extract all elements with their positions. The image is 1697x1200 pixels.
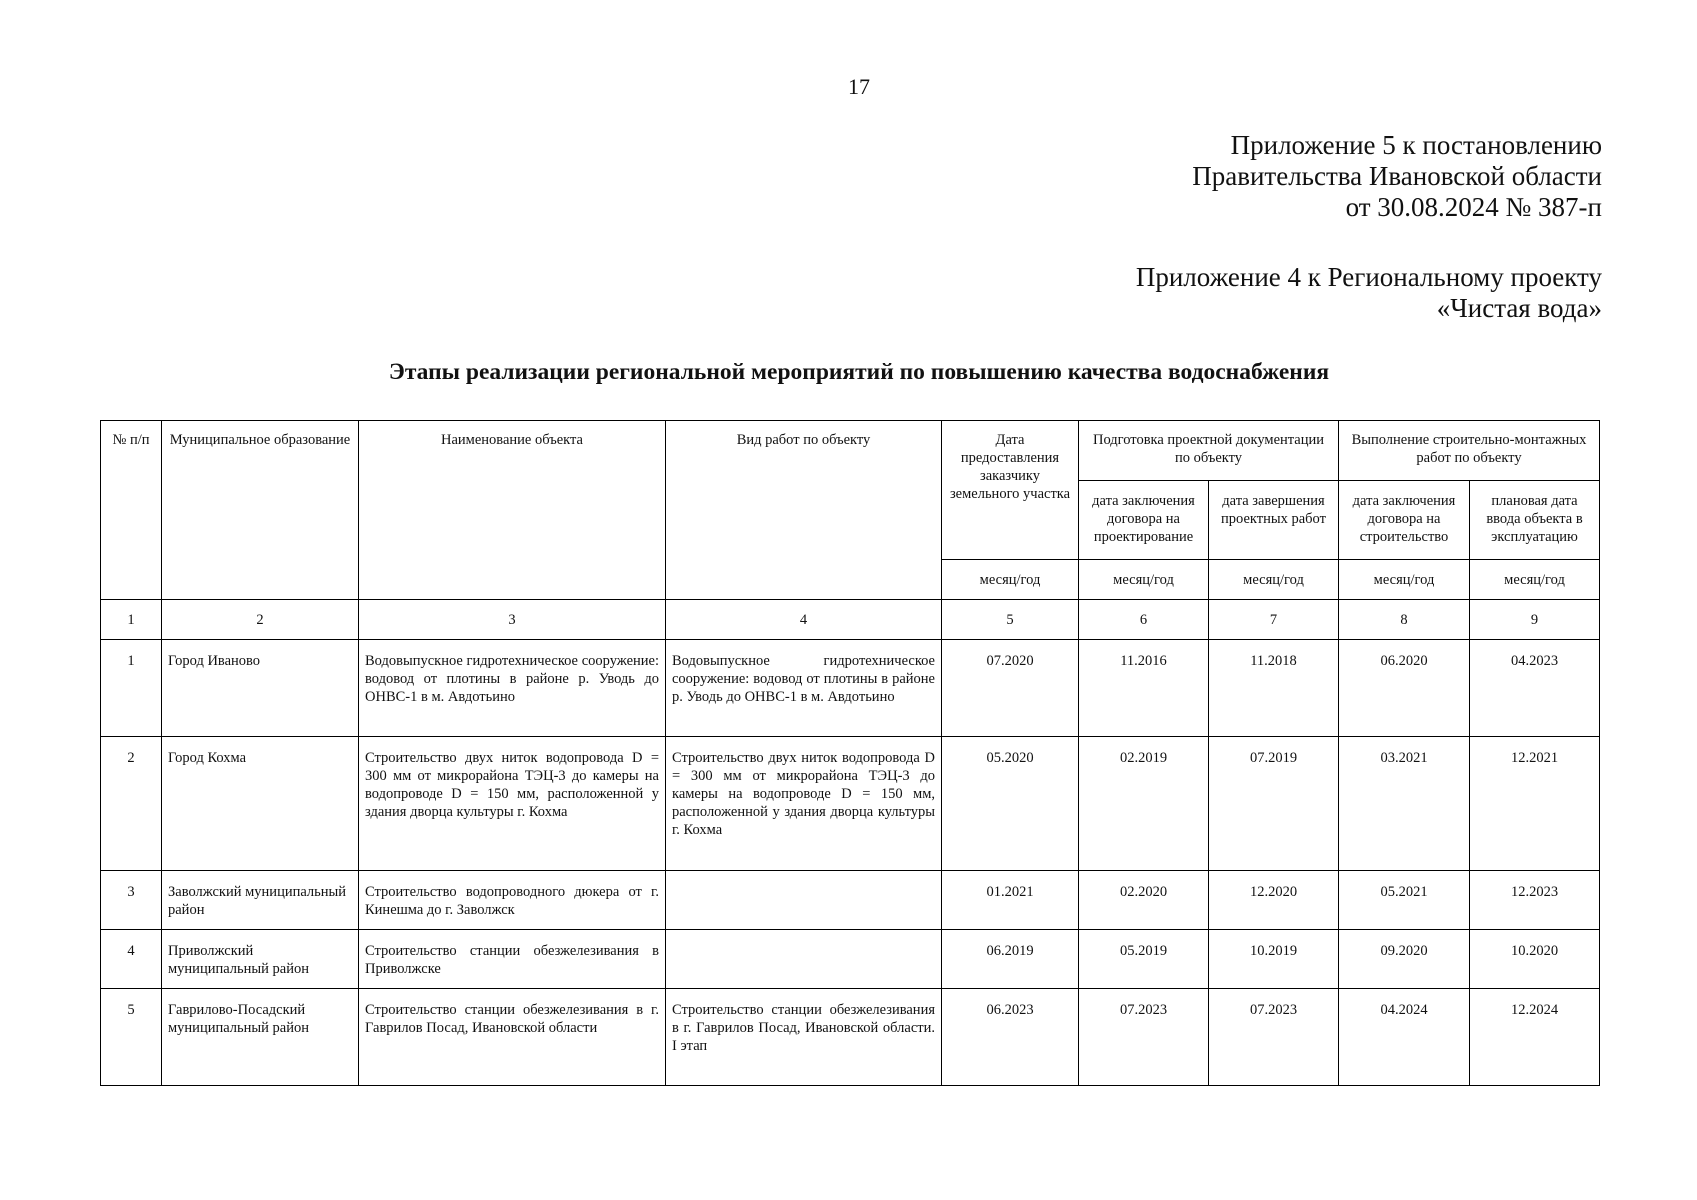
table-row [101, 737, 1600, 871]
row-num: 4 [101, 930, 162, 989]
stages-table [100, 420, 1600, 1086]
column-number: 4 [666, 600, 942, 640]
row-design-contract: 05.2019 [1079, 930, 1209, 989]
appendix-line: Приложение 4 к Региональному проекту [1135, 262, 1602, 292]
row-design-finish: 12.2020 [1209, 871, 1339, 930]
row-municipality: Город Кохма [162, 737, 359, 871]
row-num: 3 [101, 871, 162, 930]
column-number-row [101, 600, 1600, 640]
table-row [101, 871, 1600, 930]
row-design-contract: 07.2023 [1079, 989, 1209, 1086]
row-work-type: Строительство двух ниток водопровода D = 300 мм от микрорайона ТЭЦ-3 до камеры на водопроводе D = 150 мм, расположенной у здания дворца культуры г. Кохма [666, 737, 942, 871]
header-design-group: Подготовка проектной документации по объекту [1079, 421, 1339, 481]
row-construction-contract: 04.2024 [1339, 989, 1470, 1086]
row-design-contract: 02.2019 [1079, 737, 1209, 871]
column-number: 2 [162, 600, 359, 640]
row-work-type [666, 930, 942, 989]
row-object: Строительство станции обезжелезивания в г. Гаврилов Посад, Ивановской области [359, 989, 666, 1086]
row-construction-contract: 06.2020 [1339, 640, 1470, 737]
row-construction-contract: 03.2021 [1339, 737, 1470, 871]
header-design-contract: дата заключения договора на проектирование [1079, 481, 1209, 560]
row-work-type: Строительство станции обезжелезивания в г. Гаврилов Посад, Ивановской области. I этап [666, 989, 942, 1086]
row-design-finish: 11.2018 [1209, 640, 1339, 737]
column-number: 5 [942, 600, 1079, 640]
row-land-date: 06.2023 [942, 989, 1079, 1086]
row-construction-contract: 09.2020 [1339, 930, 1470, 989]
column-number: 6 [1079, 600, 1209, 640]
table-body [101, 640, 1600, 1086]
row-design-contract: 11.2016 [1079, 640, 1209, 737]
row-object: Водовыпускное гидротехническое сооружение: водовод от плотины в районе р. Уводь до ОНВС-1 в м. Авдотьино [359, 640, 666, 737]
row-municipality: Гаврилово-Посадский муниципальный район [162, 989, 359, 1086]
row-design-finish: 10.2019 [1209, 930, 1339, 989]
row-land-date: 06.2019 [942, 930, 1079, 989]
appendix-line: «Чистая вода» [1436, 293, 1602, 323]
appendix-government-reference [1192, 130, 1602, 223]
header-commissioning: плановая дата ввода объекта в эксплуатацию [1470, 481, 1600, 560]
appendix-project-reference [1136, 262, 1602, 324]
row-object: Строительство двух ниток водопровода D = 300 мм от микрорайона ТЭЦ-3 до камеры на водопроводе D = 150 мм, расположенной у здания дворца культуры г. Кохма [359, 737, 666, 871]
column-number: 1 [101, 600, 162, 640]
row-commissioning: 12.2023 [1470, 871, 1600, 930]
header-construction-group: Выполнение строительно-монтажных работ по объекту [1339, 421, 1600, 481]
row-municipality: Заволжский муниципальный район [162, 871, 359, 930]
appendix-line: от 30.08.2024 № 387-п [1345, 192, 1602, 222]
table-header [101, 421, 1600, 640]
row-num: 5 [101, 989, 162, 1086]
row-municipality: Приволжский муниципальный район [162, 930, 359, 989]
appendix-line: Правительства Ивановской области [1192, 161, 1602, 191]
row-object: Строительство станции обезжелезивания в Приволжске [359, 930, 666, 989]
row-commissioning: 12.2021 [1470, 737, 1600, 871]
column-number: 9 [1470, 600, 1600, 640]
row-object: Строительство водопроводного дюкера от г. Кинешма до г. Заволжск [359, 871, 666, 930]
row-design-finish: 07.2019 [1209, 737, 1339, 871]
row-work-type [666, 871, 942, 930]
row-commissioning: 10.2020 [1470, 930, 1600, 989]
row-num: 2 [101, 737, 162, 871]
column-number: 3 [359, 600, 666, 640]
page-number: 17 [848, 74, 870, 99]
row-construction-contract: 05.2021 [1339, 871, 1470, 930]
row-land-date: 05.2020 [942, 737, 1079, 871]
document-title: Этапы реализации региональной мероприятий по повышению качества водоснабжения [388, 359, 1330, 385]
header-work-type: Вид работ по объекту [666, 421, 942, 600]
table-row [101, 930, 1600, 989]
row-work-type: Водовыпускное гидротехническое сооружение: водовод от плотины в районе р. Уводь до ОНВС-1 в м. Авдотьино [666, 640, 942, 737]
header-municipality: Муниципальное образование [162, 421, 359, 600]
row-commissioning: 04.2023 [1470, 640, 1600, 737]
column-number: 7 [1209, 600, 1339, 640]
appendix-line: Приложение 5 к постановлению [1230, 130, 1602, 160]
header-num: № п/п [101, 421, 162, 600]
row-num: 1 [101, 640, 162, 737]
header-construction-contract: дата заключения договора на строительство [1339, 481, 1470, 560]
column-number: 8 [1339, 600, 1470, 640]
row-municipality: Город Иваново [162, 640, 359, 737]
table-row [101, 640, 1600, 737]
row-design-contract: 02.2020 [1079, 871, 1209, 930]
header-unit: месяц/год [1339, 560, 1470, 600]
header-unit: месяц/год [1209, 560, 1339, 600]
row-commissioning: 12.2024 [1470, 989, 1600, 1086]
header-unit: месяц/год [1470, 560, 1600, 600]
row-land-date: 07.2020 [942, 640, 1079, 737]
table-row [101, 989, 1600, 1086]
header-design-finish: дата завершения проектных работ [1209, 481, 1339, 560]
header-unit: месяц/год [942, 560, 1079, 600]
header-unit: месяц/год [1079, 560, 1209, 600]
header-object: Наименование объекта [359, 421, 666, 600]
row-land-date: 01.2021 [942, 871, 1079, 930]
header-land-date: Дата предоставления заказчику земельного участка [942, 421, 1079, 560]
row-design-finish: 07.2023 [1209, 989, 1339, 1086]
